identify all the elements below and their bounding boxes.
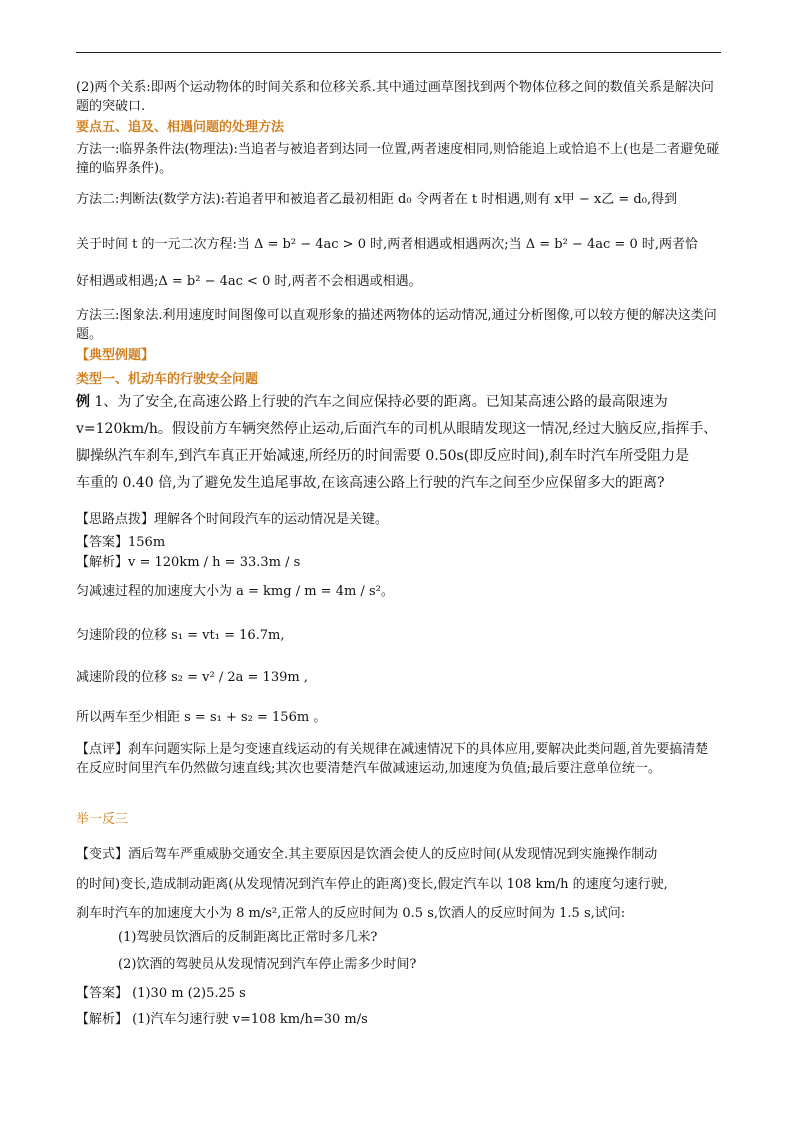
type-one-heading: 类型一、机动车的行驶安全问题 [76, 372, 259, 387]
typical-examples-heading: 【典型例题】 [76, 348, 155, 363]
method-two: 方法二:判断法(数学方法):若追者甲和被追者乙最初相距 d₀ 令两者在 t 时相遇,则有 x甲 − x乙 = d₀,得到 [76, 192, 678, 207]
question-1: (1)驾驶员饮酒后的反制距离比正常时多几米? [118, 930, 378, 945]
variant-line-2: 的时间)变长,造成制动距离(从发现情况到汽车停止的距离)变长,假定汽车以 108 km/h 的速度匀速行驶, [76, 877, 668, 892]
example-label: 例 [76, 394, 90, 410]
paragraph-relation: (2)两个关系:即两个运动物体的时间关系和位移关系.其中通过画草图找到两个物体位移之间的数值关系是解决问题的突破口. [76, 80, 714, 114]
solution-start: 【解析】v = 120km / h = 33.3m / s [76, 555, 301, 570]
variant-line-1: 【变式】酒后驾车严重威胁交通安全.其主要原因是饮酒会使人的反应时间(从发现情况到实施操作制动 [76, 847, 658, 862]
hint: 【思路点拨】理解各个时间段汽车的运动情况是关键。 [76, 512, 389, 527]
example-line-2: v=120km/h。假设前方车辆突然停止运动,后面汽车的司机从眼睛发现这一情况,经过大脑反应,指挥手、 [76, 421, 718, 437]
header-rule [76, 52, 721, 53]
solution-decel: 减速阶段的位移 s₂ = v² / 2a = 139m , [76, 670, 308, 685]
question-2: (2)饮酒的驾驶员从发现情况到汽车停止需多少时间? [118, 957, 417, 972]
example-line-1: 例 1、为了安全,在高速公路上行驶的汽车之间应保持必要的距离。已知某高速公路的最高限速为 [76, 394, 668, 410]
solution-uniform: 匀速阶段的位移 s₁ = vt₁ = 16.7m, [76, 628, 285, 643]
method-one: 方法一:临界条件法(物理法):当追者与被追者到达同一位置,两者速度相同,则恰能追上或恰追不上(也是二者避免碰撞的临界条件)。 [76, 142, 720, 176]
method-three: 方法三:图象法.利用速度时间图像可以直观形象的描述两物体的运动情况,通过分析图像,可以较方便的解决这类问题。 [76, 308, 717, 342]
comment: 【点评】刹车问题实际上是匀变速直线运动的有关规律在减速情况下的具体应用,要解决此类问题,首先要搞清楚在反应时间里汽车仍然做匀速直线;其次也要清楚汽车做减速运动,加速度为负值;最后要注意单位统一。 [76, 742, 709, 776]
solution-accel: 匀减速过程的加速度大小为 a = kmg / m = 4m / s²。 [76, 584, 394, 599]
variant-solution: 【解析】 (1)汽车匀速行驶 v=108 km/h=30 m/s [76, 1012, 368, 1027]
variant-answer: 【答案】 (1)30 m (2)5.25 s [76, 986, 246, 1001]
section-heading: 要点五、追及、相遇问题的处理方法 [76, 120, 285, 135]
method-two-end: 好相遇或相遇;Δ = b² − 4ac < 0 时,两者不会相遇或相遇。 [76, 274, 422, 289]
answer: 【答案】156m [76, 535, 166, 550]
solution-total: 所以两车至少相距 s = s₁ + s₂ = 156m 。 [76, 710, 327, 725]
variant-line-3: 刹车时汽车的加速度大小为 8 m/s²,正常人的反应时间为 0.5 s,饮酒人的反应时间为 1.5 s,试问: [76, 906, 626, 921]
practice-heading: 举一反三 [76, 812, 129, 827]
example-line-4: 车重的 0.40 倍,为了避免发生追尾事故,在该高速公路上行驶的汽车之间至少应保留多大的距离? [76, 475, 665, 491]
example-line-3: 脚操纵汽车刹车,到汽车真正开始减速,所经历的时间需要 0.50s(即反应时间),刹车时汽车所受阻力是 [76, 448, 690, 464]
method-two-cont: 关于时间 t 的一元二次方程:当 Δ = b² − 4ac > 0 时,两者相遇或相遇两次;当 Δ = b² − 4ac = 0 时,两者恰 [76, 237, 698, 252]
